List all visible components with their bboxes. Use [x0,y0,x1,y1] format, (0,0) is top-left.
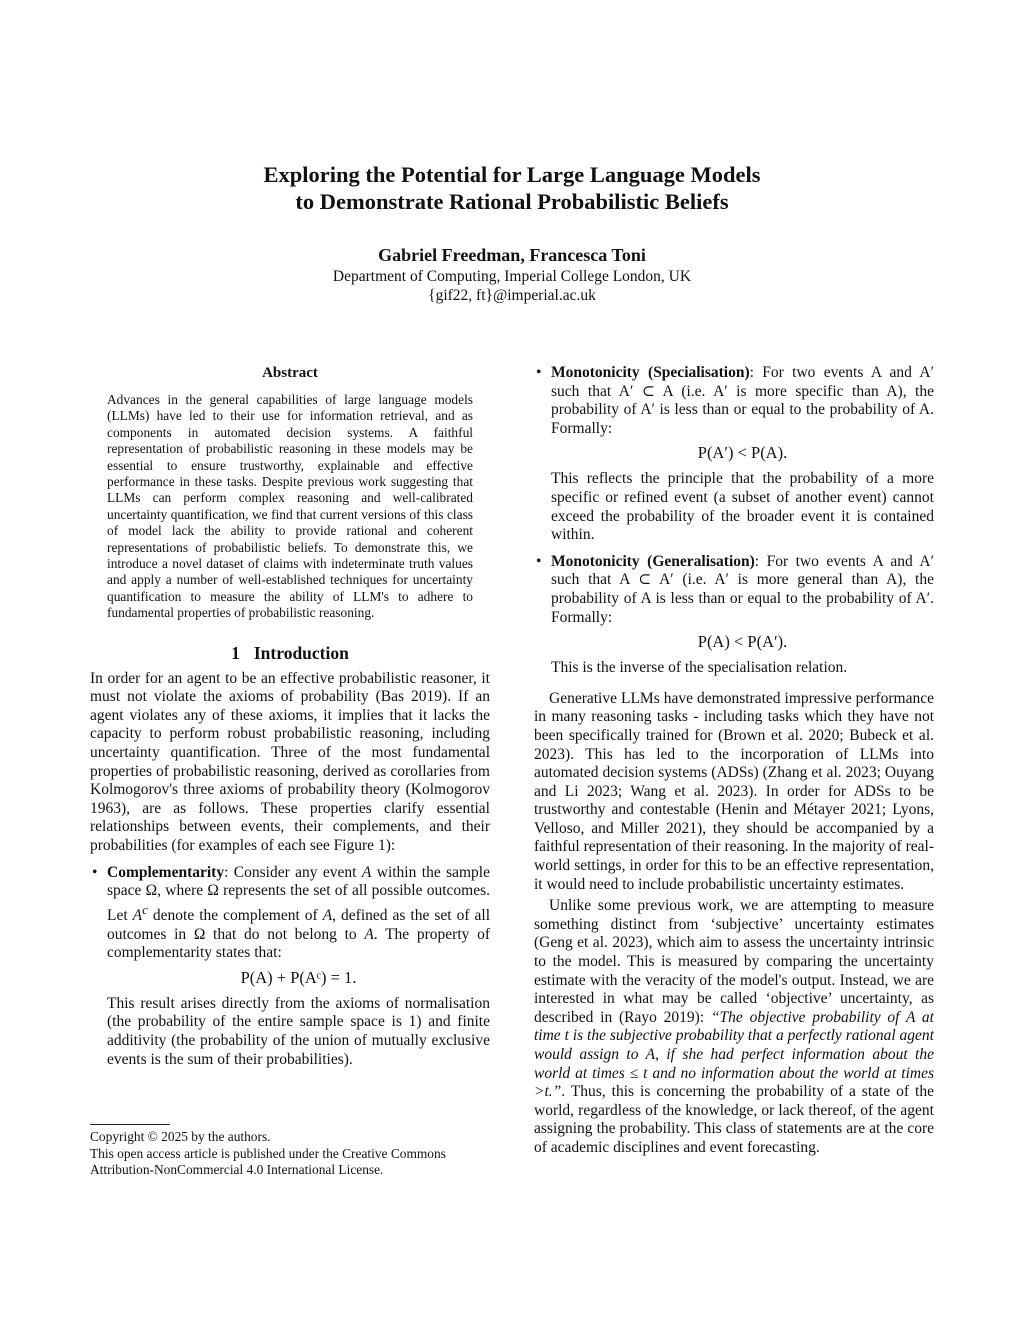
specialisation-equation: P(A′) < P(A). [697,443,788,463]
specialisation-term: Monotonicity (Specialisation) [551,364,750,381]
specialisation-definition: Monotonicity (Specialisation): For two events A and A′ such that A′ ⊂ A (i.e. A′ is more specific than A), the probability of A′ is less than or equal to the probability of A. Formally: [551,364,934,437]
bullet-marker: • [536,364,542,381]
copyright-line: Copyright © 2025 by the authors. [90,1129,271,1144]
bullet-marker: • [92,863,98,881]
right-column [534,364,934,1158]
copyright-footnote [90,1129,510,1179]
bullet-marker: • [536,552,542,570]
rayo-quote: “The objective probability of A at time t is the subjective probability that a perfectly rational agent would assign to A, if she had perfect information about the world at times ≤ t and no information about the world at times >t.” [534,1008,934,1101]
left-column [90,364,490,1069]
generalisation-definition: Monotonicity (Generalisation): For two events A and A′ such that A ⊂ A′ (i.e. A′ is more general than A), the probability of A is less than or equal to the probability of A′. Formally: [551,552,934,626]
generalisation-term: Monotonicity (Generalisation) [551,552,755,570]
title-line-1: Exploring the Potential for Large Language Models [263,162,761,187]
bullet-complementarity [90,864,490,1070]
generalisation-explanation: This is the inverse of the specialisation relation. [551,659,848,677]
abstract-heading: Abstract [262,365,318,381]
intro-paragraph-2: Generative LLMs have demonstrated impressive performance in many reasoning tasks - including tasks which they have not been specifically trained for (Brown et al. 2020; Bubeck et al. 2023). This has led to the incorporation of LLMs into automated decision systems (ADSs) (Zhang et al. 2023; Ouyang and Li 2023; Wang et al. 2023). In order for ADSs to be trustworthy and contestable (Henin and Métayer 2021; Lyons, Velloso, and Miller 2021), they should be accompanied by a faithful representation of their reasoning. In the majority of real-world settings, in order for this to be an effective representation, it would need to include probabilistic uncertainty estimates. [534,689,934,893]
intro-paragraph-3: Unlike some previous work, we are attempting to measure something distinct from ‘subjective’ uncertainty estimates (Geng et al. 2023), which aim to assess the uncertainty intrinsic to the model. This is measured by comparing the uncertainty estimate with the veracity of the model's output. Instead, we are interested in what may be called ‘objective’ uncertainty, as described in (Rayo 2019): “The objective probability of A at time t is the subjective probability that a perfectly rational agent would assign to A, if she had perfect information about the world at times ≤ t and no information about the world at times >t.”. Thus, this is concerning the probability of a state of the world, regardless of the knowledge, or lack thereof, of the agent assigning the probability. This class of statements are at the core of academic disciplines and event forecasting. [534,897,934,1156]
complementarity-equation: P(A) + P(Aᶜ) = 1. [240,967,357,987]
title-line-2: to Demonstrate Rational Probabilistic Beliefs [295,189,729,214]
author-email: {gif22, ft}@imperial.ac.uk [428,287,596,304]
paper-title [90,161,934,215]
section-number: 1 [231,642,240,663]
abstract-text: Advances in the general capabilities of large language models (LLMs) have led to their use for information retrieval, and as components in automated decision systems. A faithful representation of probabilistic reasoning in these models may be essential to ensure trustworthy, explainable and effective performance in these tasks. Despite previous work suggesting that LLMs can perform complex reasoning and well-calibrated uncertainty quantification, we find that current versions of this class of model lack the ability to provide rational and coherent representations of probabilistic beliefs. To demonstrate this, we introduce a novel dataset of claims with indeterminate truth values and apply a number of well-established techniques for uncertainty quantification to measure the ability of LLM's to adhere to fundamental properties of probabilistic reasoning. [107,392,473,621]
author-list: Gabriel Freedman, Francesca Toni [378,245,646,265]
complementarity-definition: Complementarity: Consider any event A within the sample space Ω, where Ω represents the set of all possible outcomes. Let $A^c$ denote the complement of A, defined as the set of all outcomes in Ω that do not belong to A. The property of complementarity states that: [107,863,491,962]
bullet-monotonicity-generalisation [534,553,934,678]
footnote-divider [90,1124,170,1125]
section-heading-introduction [90,642,490,664]
intro-paragraph-1: In order for an agent to be an effective probabilistic reasoner, it must not violate the axioms of probability (Bas 2019). If an agent violates any of these axioms, it implies that it lacks the capacity to perform robust probabilistic reasoning, including uncertainty quantification. Three of the most fundamental properties of probabilistic reasoning, derived as corollaries from Kolmogorov's three axioms of probability theory (Kolmogorov 1963), are as follows. These properties clarify essential relationships between events, their complements, and their probabilities (for examples of each see Figure 1): [90,669,490,855]
section-title-text: Introduction [253,642,349,663]
affiliation: Department of Computing, Imperial College London, UK [332,268,692,285]
bullet-monotonicity-specialisation [534,364,934,545]
specialisation-explanation: This reflects the principle that the probability of a more specific or refined event (a subset of another event) cannot exceed the probability of the broader event it is contained within. [551,470,934,544]
generalisation-equation: P(A) < P(A′). [697,632,788,652]
license-line: This open access article is published under the Creative Commons Attribution-NonCommercial 4.0 International License. [90,1145,446,1177]
complementarity-term: Complementarity [107,863,225,881]
complementarity-explanation: This result arises directly from the axioms of normalisation (the probability of the entire sample space is 1) and finite additivity (the probability of the union of mutually exclusive events is the sum of their probabilities). [107,994,490,1068]
